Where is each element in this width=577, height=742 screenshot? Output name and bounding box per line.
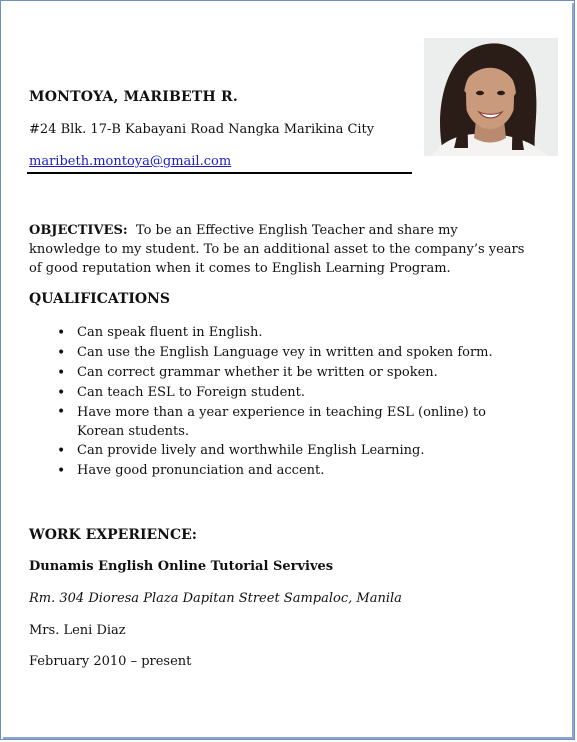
list-item: • Can use the English Language vey in written and spoken form. (57, 345, 493, 361)
list-item: • Can provide lively and worthwhile English Learning. (57, 443, 425, 459)
company-address: Rm. 304 Dioresa Plaza Dapitan Street Sampaloc, Manila (29, 591, 402, 606)
employment-dates: February 2010 – present (29, 654, 192, 669)
objectives-label: OBJECTIVES: (29, 223, 128, 238)
bullet-icon: • (57, 345, 66, 361)
header-divider (27, 172, 412, 174)
applicant-address: #24 Blk. 17-B Kabayani Road Nangka Marikina City (29, 122, 375, 137)
bullet-icon: • (57, 385, 66, 401)
bullet-icon: • (57, 463, 66, 479)
bullet-icon: • (57, 325, 66, 341)
objectives-text: To be an Effective English Teacher and share my knowledge to my student. To be an additional asset to the company’s years of good reputation when it comes to English Learning Program. (29, 223, 525, 276)
bullet-icon: • (57, 365, 66, 381)
bullet-icon: • (57, 404, 66, 420)
email-link[interactable]: maribeth.montoya@gmail.com (29, 154, 232, 169)
company-name: Dunamis English Online Tutorial Servives (29, 559, 334, 574)
list-item: • Have more than a year experience in teaching ESL (online) to Korean students. (57, 404, 486, 439)
list-item: • Have good pronunciation and accent. (57, 463, 325, 479)
work-experience-heading: WORK EXPERIENCE: (29, 527, 197, 543)
list-item: • Can teach ESL to Foreign student. (57, 385, 306, 401)
qualifications-heading: QUALIFICATIONS (29, 291, 171, 307)
company-contact: Mrs. Leni Diaz (29, 623, 126, 638)
profile-photo (424, 38, 558, 156)
bullet-icon: • (57, 443, 66, 459)
list-item: • Can speak fluent in English. (57, 325, 263, 341)
profile-photo-illustration (424, 38, 558, 156)
list-item: • Can correct grammar whether it be written or spoken. (57, 365, 438, 381)
objectives-section (29, 221, 529, 278)
applicant-name: MONTOYA, MARIBETH R. (29, 89, 238, 105)
qualifications-list (57, 323, 527, 481)
